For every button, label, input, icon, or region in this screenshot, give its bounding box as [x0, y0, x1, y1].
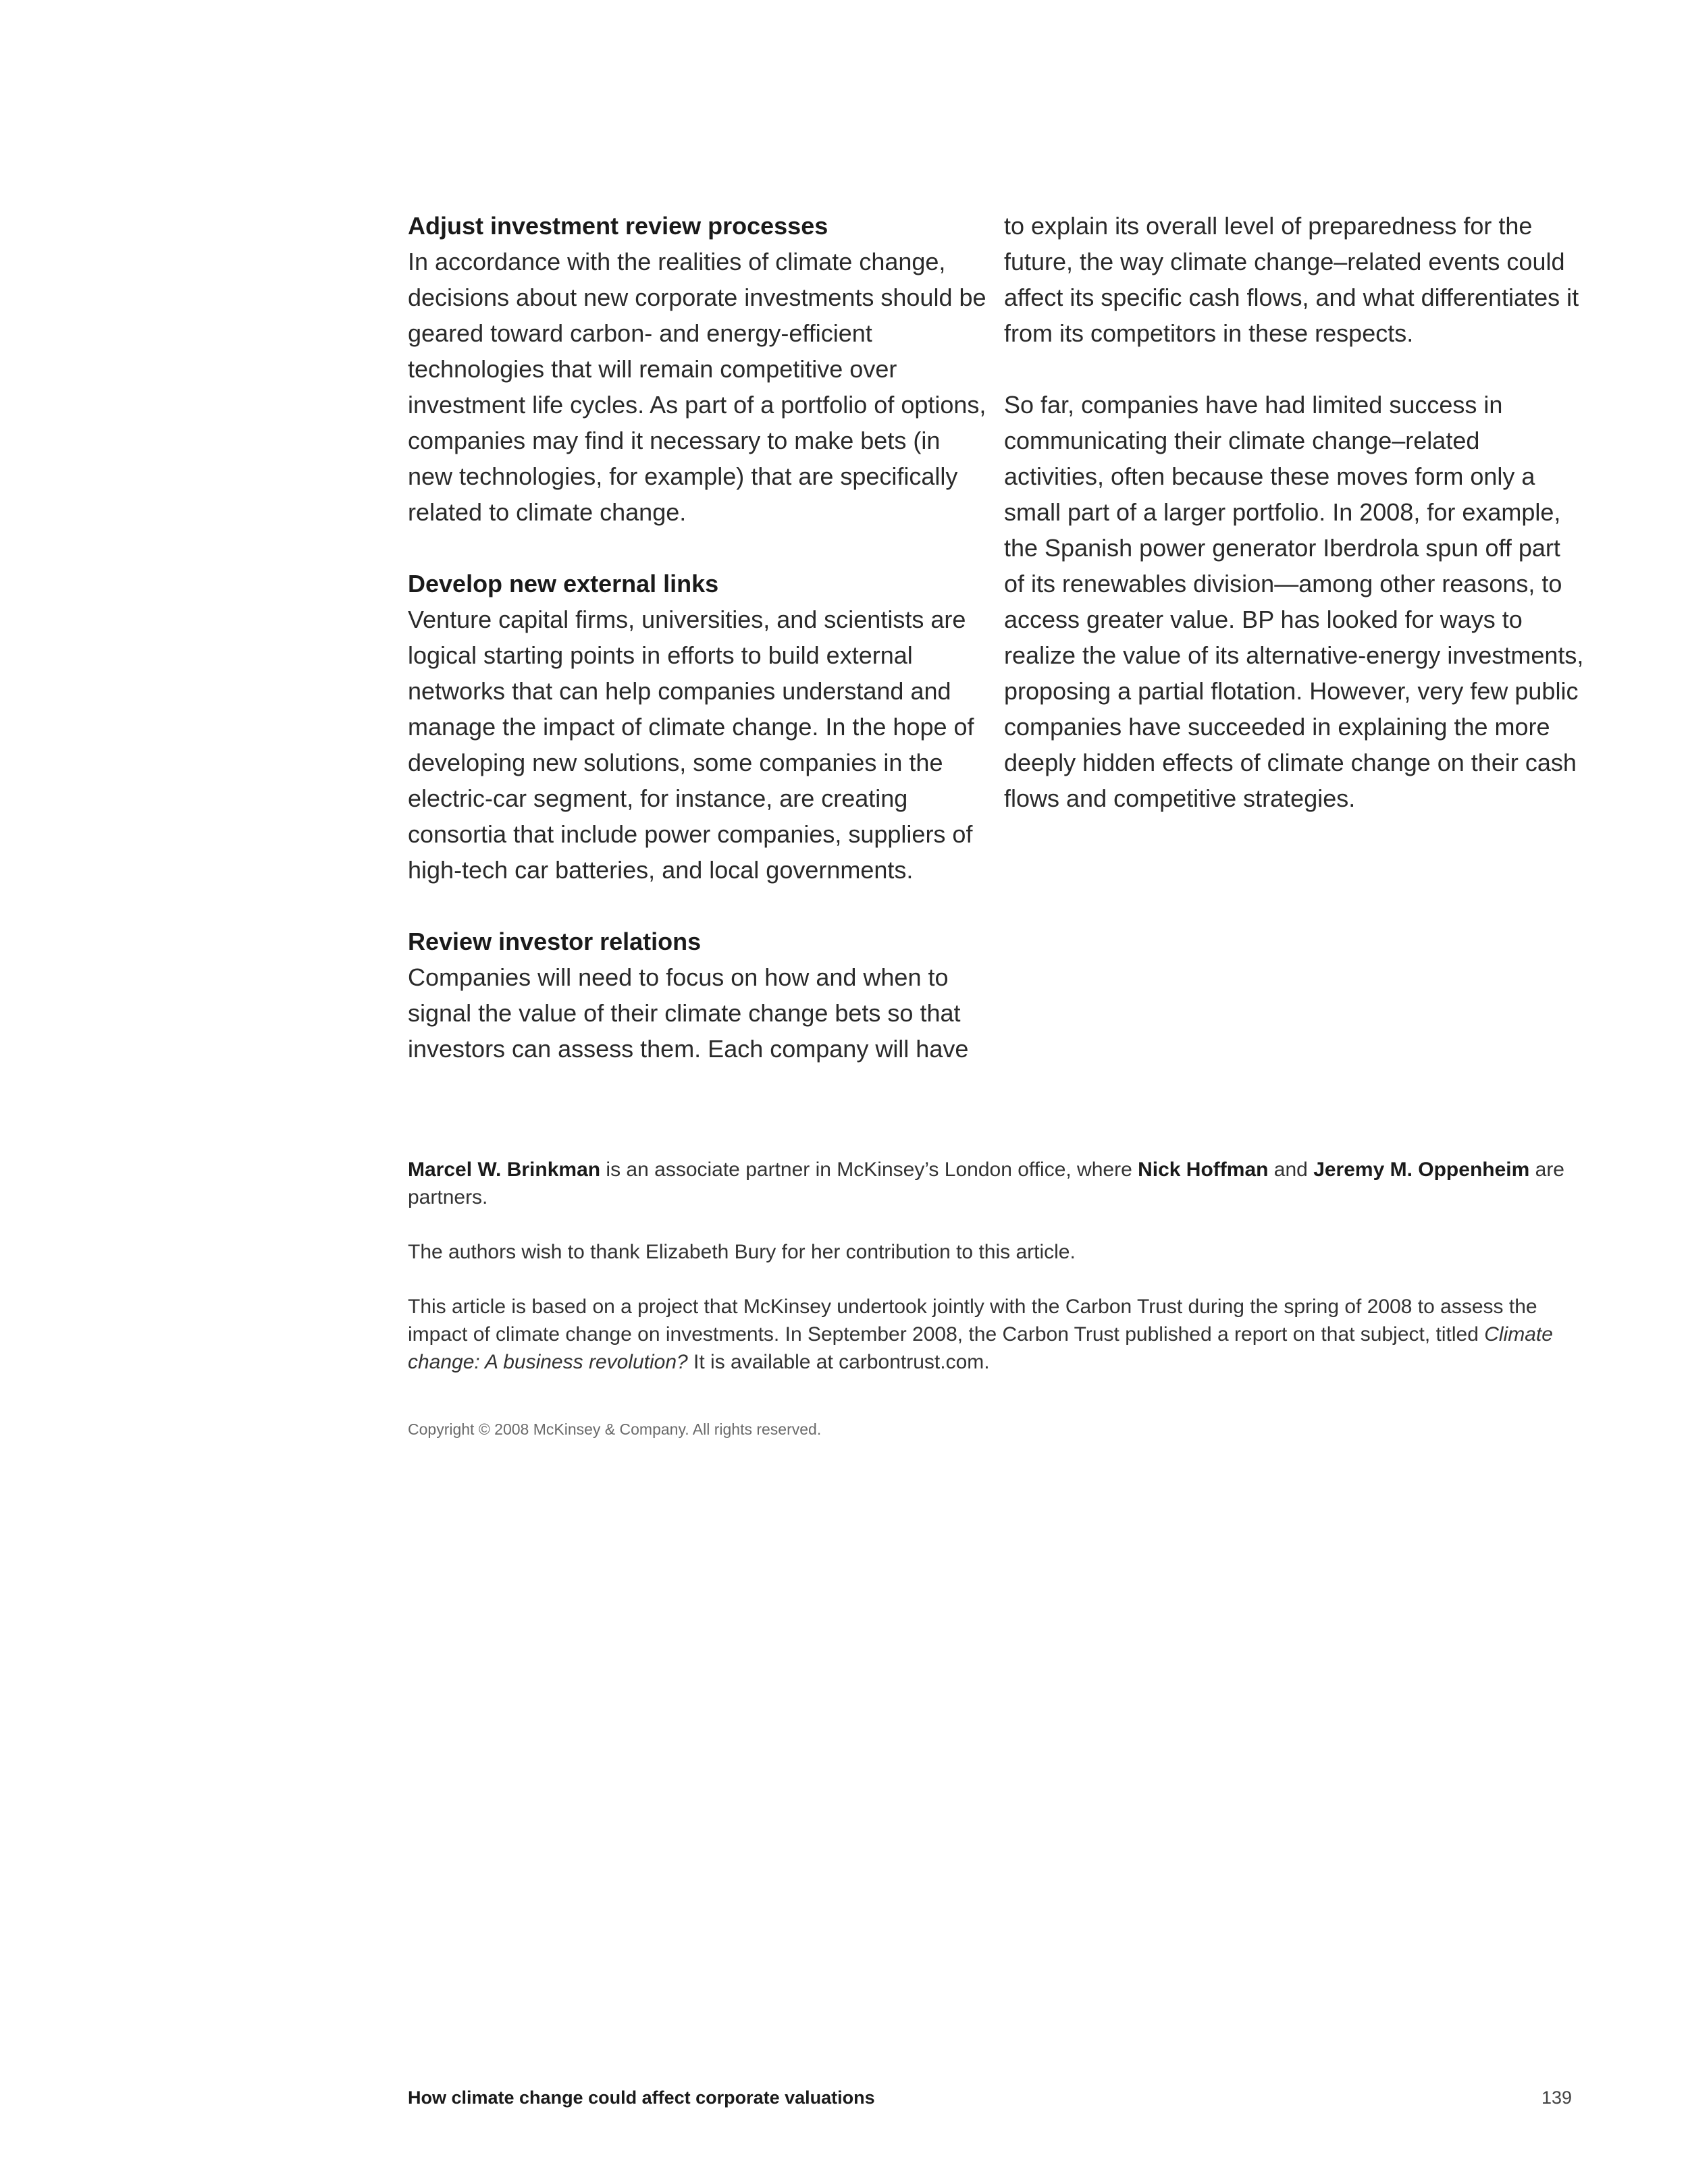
author-line — [408, 1156, 1576, 1211]
source-note-text: It is available at carbontrust.com. — [687, 1351, 990, 1373]
paragraph: to explain its overall level of preparedness for the future, the way climate change–related events could affect its specific cash flows, and what differentiates it from its competitors in these respects. — [1004, 212, 1579, 347]
footer-title: How climate change could affect corporate valuations — [408, 2087, 875, 2108]
section-heading: Adjust investment review processes — [408, 212, 828, 240]
acknowledgment: The authors wish to thank Elizabeth Bury for her contribution to this article. — [408, 1241, 1076, 1263]
section-external-links — [408, 566, 988, 888]
page-number: 139 — [1541, 2087, 1572, 2108]
section-adjust-investment — [408, 208, 988, 530]
author-name: Marcel W. Brinkman — [408, 1158, 601, 1181]
copyright: Copyright © 2008 McKinsey & Company. All rights reserved. — [408, 1420, 822, 1438]
conjunction: and — [1268, 1158, 1314, 1181]
author-name: Nick Hoffman — [1138, 1158, 1269, 1181]
section-heading: Review investor relations — [408, 928, 702, 955]
author-bio — [408, 1156, 1576, 1403]
section-heading: Develop new external links — [408, 570, 719, 597]
section-body: In accordance with the realities of climate change, decisions about new corporate investments should be geared toward carbon- and energy-efficient technologies that will remain competitive over investment life cycles. As part of a portfolio of options, companies may find it necessary to make bets (in new technologies, for example) that are specifically related to climate change. — [408, 248, 986, 526]
author-role: is an associate partner in McKinsey’s London office, where — [600, 1158, 1138, 1181]
left-column — [408, 208, 988, 1067]
author-closing: are partners. — [408, 1158, 1564, 1208]
right-column — [1004, 208, 1585, 816]
source-note-text: This article is based on a project that McKinsey undertook jointly with the Carbon Trust during the spring of 2008 to assess the impact of climate change on investments. In September 2008, the Carbon Trust published a report on that subject, titled — [408, 1296, 1537, 1346]
section-body: Venture capital firms, universities, and scientists are logical starting points in efforts to build external networks that can help companies understand and manage the impact of climate change. In the hope of developing new solutions, some companies in the electric-car segment, for instance, are creating consortia that include power companies, suppliers of high-tech car batteries, and local governments. — [408, 606, 974, 884]
report-title: Climate change: A business revolution? — [408, 1323, 1553, 1373]
author-name: Jeremy M. Oppenheim — [1313, 1158, 1530, 1181]
section-investor-relations — [408, 924, 988, 1067]
section-body: Companies will need to focus on how and when to signal the value of their climate change bets so that investors can assess them. Each company will have — [408, 963, 969, 1063]
paragraph: So far, companies have had limited success in communicating their climate change–related activities, often because these moves form only a small part of a larger portfolio. In 2008, for example, the Spanish power generator Iberdrola spun off part of its renewables division—among other reasons, to access greater value. BP has looked for ways to realize the value of its alternative-energy investments, proposing a partial flotation. However, very few public companies have succeeded in explaining the more deeply hidden effects of climate change on their cash flows and competitive strategies. — [1004, 391, 1584, 812]
source-note — [408, 1293, 1576, 1376]
